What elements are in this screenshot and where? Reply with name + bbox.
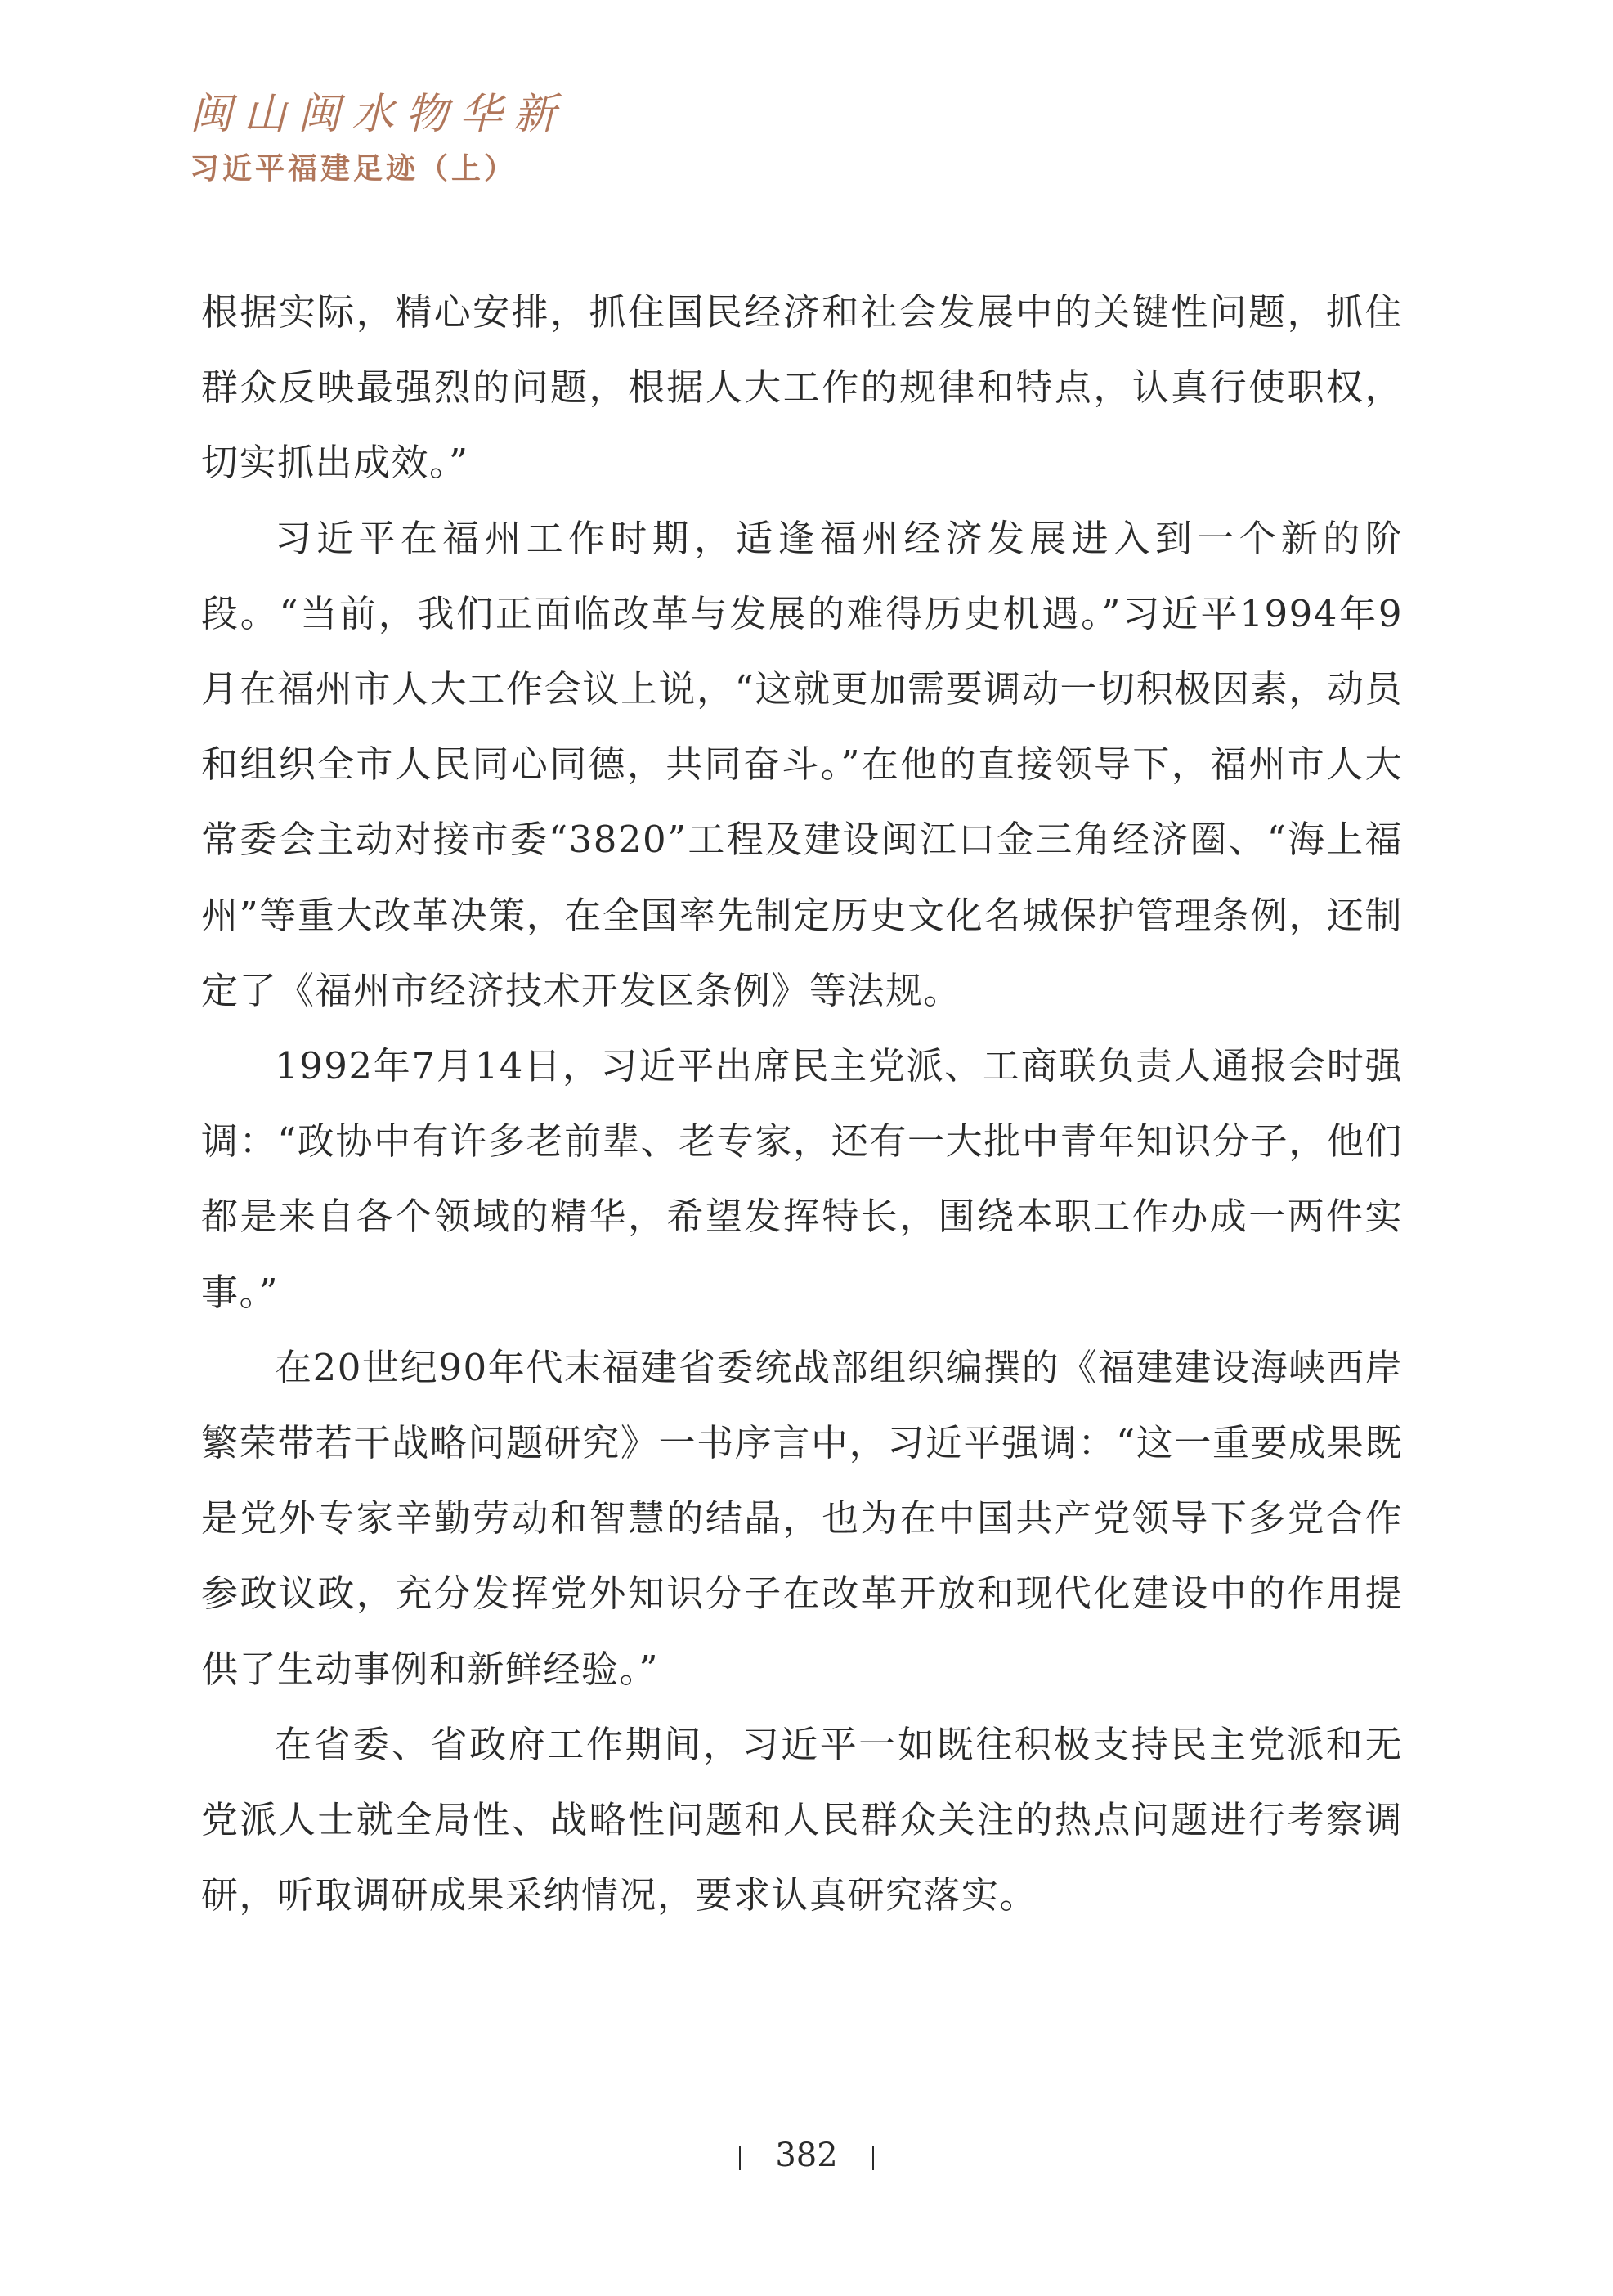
paragraph: 在20世纪90年代末福建省委统战部组织编撰的《福建建设海峡西岸繁荣带若干战略问题研究》一书序言中，习近平强调：“这一重要成果既是党外专家辛勤劳动和智慧的结晶，也为在中国共产党领导下多党合作参政议政，充分发挥党外知识分子在改革开放和现代化建设中的作用提供了生动事例和新鲜经验。” [201,1345,1403,1691]
body-text [201,275,1403,1933]
page-number: 382 [775,2137,838,2174]
page-footer [0,2132,1613,2178]
book-subtitle: 习近平福建足迹（上） [190,151,518,186]
paragraph: 在省委、省政府工作期间，习近平一如既往积极支持民主党派和无党派人士就全局性、战略性问题和人民群众关注的热点问题进行考察调研，听取调研成果采纳情况，要求认真研究落实。 [201,1722,1403,1917]
book-title: 闽山闽水物华新 [190,90,568,139]
divider [872,2146,874,2170]
running-header [190,88,567,190]
paragraph: 习近平在福州工作时期，适逢福州经济发展进入到一个新的阶段。“当前，我们正面临改革与发展的难得历史机遇。”习近平1994年9月在福州市人大工作会议上说，“这就更加需要调动一切积极因素，动员和组织全市人民同心同德，共同奋斗。”在他的直接领导下，福州市人大常委会主动对接市委“3820”工程及建设闽江口金三角经济圈、“海上福州”等重大改革决策，在全国率先制定历史文化名城保护管理条例，还制定了《福州市经济技术开发区条例》等法规。 [201,516,1403,1012]
paragraph: 1992年7月14日，习近平出席民主党派、工商联负责人通报会时强调：“政协中有许多老前辈、老专家，还有一大批中青年知识分子，他们都是来自各个领域的精华，希望发挥特长，围绕本职工作办成一两件实事。” [201,1044,1403,1314]
divider [739,2146,741,2170]
paragraph: 根据实际，精心安排，抓住国民经济和社会发展中的关键性问题，抓住群众反映最强烈的问题，根据人大工作的规律和特点，认真行使职权，切实抓出成效。” [201,290,1403,485]
